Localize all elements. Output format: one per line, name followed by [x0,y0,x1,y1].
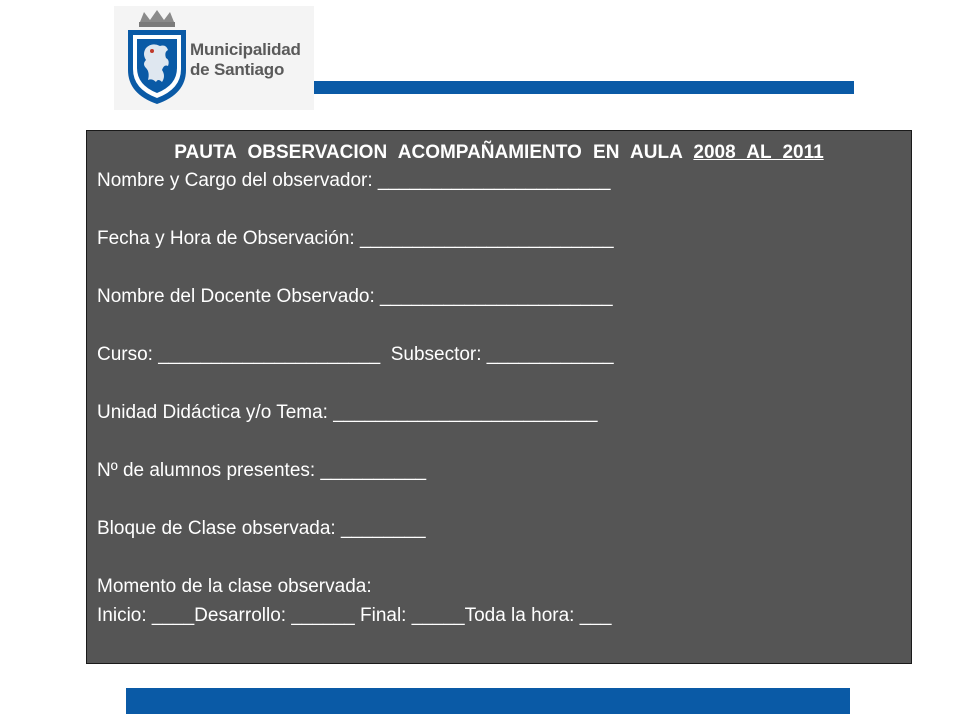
class-moment-options: Inicio: ____Desarrollo: ______ Final: _____Toda la hora: ___ [97,605,612,626]
logo-line-2: de Santiago [190,60,285,79]
teacher-field: Nombre del Docente Observado: ______________________ [97,286,613,307]
form-title [125,139,873,166]
class-moment-label: Momento de la clase observada: [97,576,372,597]
form-title-main: PAUTA OBSERVACION ACOMPAÑAMIENTO EN AULA [174,142,683,163]
observer-field: Nombre y Cargo del observador: ______________________ [97,170,611,191]
header-blue-bar [314,81,854,94]
course-subsector-field: Curso: _____________________ Subsector: ____________ [97,344,614,365]
municipality-logo [114,6,314,110]
coat-of-arms-icon [122,8,192,108]
students-present-field: Nº de alumnos presentes: __________ [97,460,427,481]
logo-line-1: Municipalidad [190,40,301,59]
observation-form [86,130,912,664]
footer-blue-bar [126,688,850,714]
municipality-name [190,40,301,80]
unit-topic-field: Unidad Didáctica y/o Tema: _________________________ [97,402,598,423]
form-title-years: 2008 AL 2011 [693,142,824,163]
datetime-field: Fecha y Hora de Observación: ________________________ [97,228,614,249]
class-block-field: Bloque de Clase observada: ________ [97,518,426,539]
